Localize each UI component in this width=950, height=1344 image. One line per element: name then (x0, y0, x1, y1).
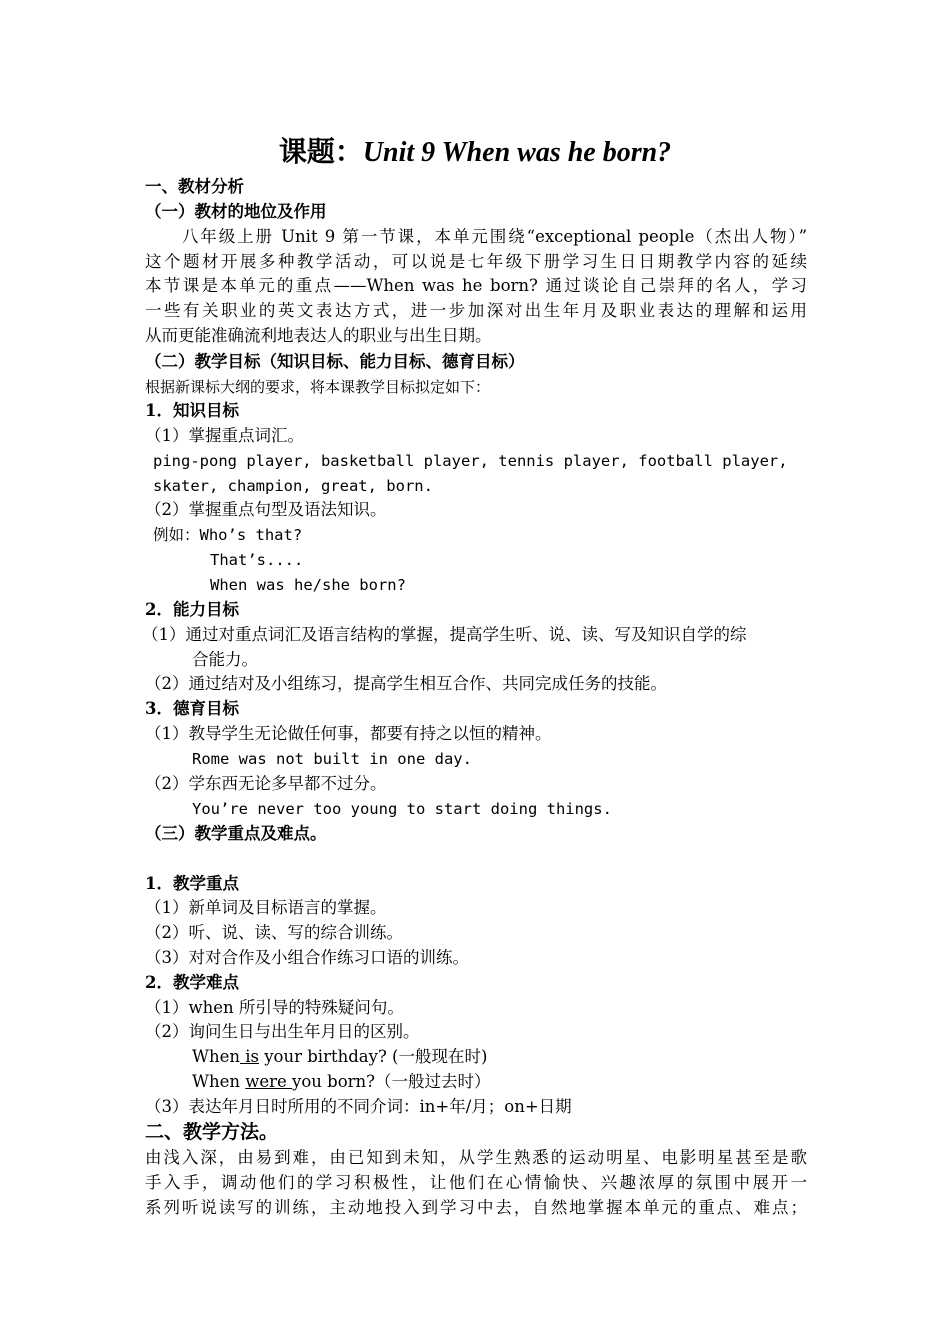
goal-item: （1）通过对重点词汇及语言结构的掌握，提高学生听、说、读、写及知识自学的综 (142, 625, 747, 644)
goal-heading: 3．德育目标 (145, 699, 239, 718)
section-heading: 一、教材分析 (145, 177, 244, 196)
example-line: 例如：Who’s that? (153, 526, 303, 544)
example-line: That’s.... (210, 551, 304, 569)
paragraph-line: 本节课是本单元的重点——When was he born? 通过谈论自己崇拜的名人，学习 (145, 276, 807, 295)
underlined-verb: is (239, 1047, 259, 1066)
title-en: Unit 9 When was he born? (362, 137, 672, 168)
difficulty-item: （1）when 所引导的特殊疑问句。 (145, 998, 404, 1017)
difficulty-heading: 2．教学难点 (145, 973, 239, 992)
vocab-line: skater, champion, great, born. (153, 477, 433, 495)
example-text: When (192, 1072, 246, 1091)
goal-heading: 2．能力目标 (145, 600, 239, 619)
goal-item: （1）教导学生无论做任何事，都要有持之以恒的精神。 (145, 724, 552, 743)
goal-item: （1）掌握重点词汇。 (145, 426, 304, 445)
difficulty-item: （3）表达年月日时所用的不同介词：in+年/月；on+日期 (145, 1097, 572, 1116)
subsection-heading: （三）教学重点及难点。 (145, 824, 327, 843)
subsection-heading: （二）教学目标（知识目标、能力目标、德育目标） (145, 352, 525, 371)
goal-item: （2）掌握重点句型及语法知识。 (145, 500, 387, 519)
paragraph-line: 八年级上册 Unit 9 第一节课，本单元围绕“exceptional people（杰出人物）” (145, 227, 807, 246)
title-cn: 课题： (278, 137, 363, 168)
difficulty-item: （2）询问生日与出生年月日的区别。 (145, 1022, 420, 1041)
example-text: your birthday? (一般现在时) (258, 1047, 488, 1066)
subsection-heading: （一）教材的地位及作用 (145, 202, 327, 221)
key-item: （1）新单词及目标语言的掌握。 (145, 898, 387, 917)
intro-text: 根据新课标大纲的要求，将本课教学目标拟定如下： (145, 378, 491, 396)
paragraph-line: 由浅入深，由易到难，由已知到未知，从学生熟悉的运动明星、电影明星甚至是歌 (145, 1148, 807, 1167)
key-heading: 1．教学重点 (145, 874, 239, 893)
underlined-verb: were (245, 1072, 293, 1091)
paragraph-line: 这个题材开展多种教学活动，可以说是七年级下册学习生日日期教学内容的延续 (145, 252, 807, 271)
paragraph-line: 手入手，调动他们的学习积极性，让他们在心情愉快、兴趣浓厚的氛围中展开一 (145, 1173, 807, 1192)
goal-item: （2）学东西无论多早都不过分。 (145, 774, 387, 793)
vocab-line: ping-pong player, basketball player, tennis player, football player, (153, 452, 788, 470)
paragraph-line: 一些有关职业的英文表达方式，进一步加深对出生年月及职业表达的理解和运用 (145, 301, 807, 320)
proverb-line: Rome was not built in one day. (192, 750, 472, 768)
paragraph-line: 系列听说读写的训练，主动地投入到学习中去，自然地掌握本单元的重点、难点； (145, 1198, 807, 1217)
page-title (0, 130, 950, 170)
goal-item: （2）通过结对及小组练习，提高学生相互合作、共同完成任务的技能。 (145, 674, 667, 693)
key-item: （2）听、说、读、写的综合训练。 (145, 923, 403, 942)
example-line: When was he/she born? (210, 576, 406, 594)
proverb-line: You’re never too young to start doing things. (192, 800, 612, 818)
key-item: （3）对对合作及小组合作练习口语的训练。 (145, 948, 469, 967)
example-line (192, 1047, 487, 1067)
example-text: When (192, 1047, 240, 1066)
goal-item-cont: 合能力。 (192, 650, 258, 669)
goal-heading: 1．知识目标 (145, 401, 239, 420)
paragraph-line: 从而更能准确流利地表达人的职业与出生日期。 (145, 326, 492, 345)
example-line (192, 1072, 491, 1092)
example-text: you born?（一般过去时） (292, 1072, 491, 1091)
section-heading: 二、教学方法。 (145, 1121, 279, 1143)
